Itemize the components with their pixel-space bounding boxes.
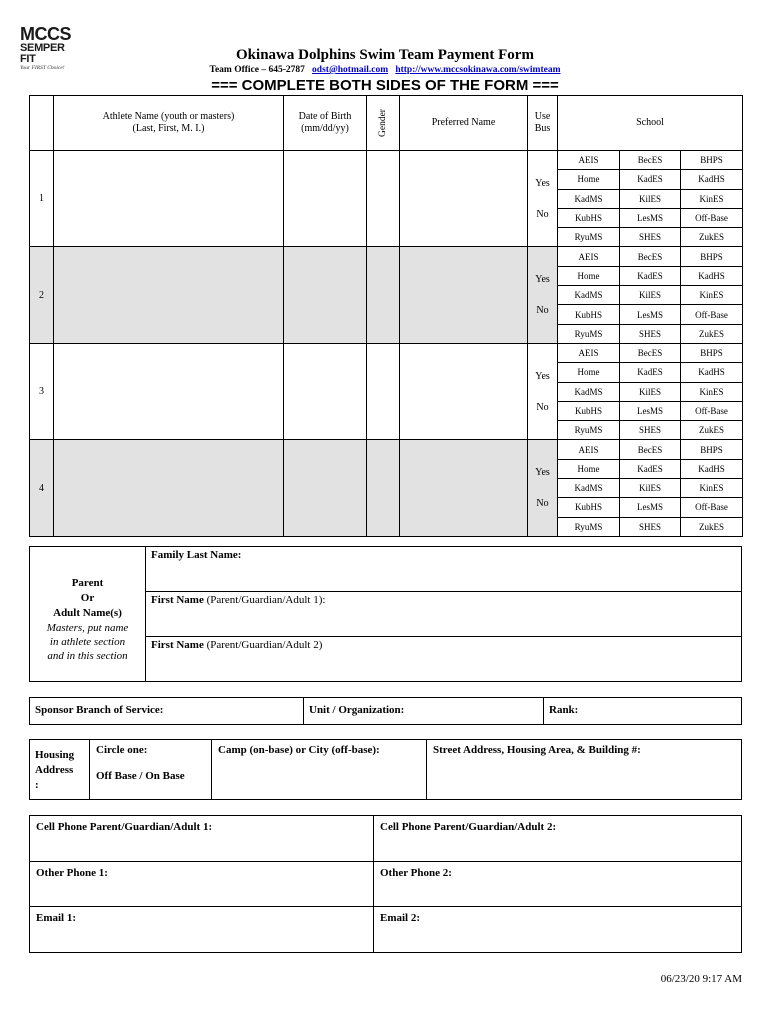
school-option[interactable]: KilES [620, 479, 681, 498]
athlete-row-1-school-line [30, 151, 743, 170]
bus-options [528, 274, 557, 316]
unit-organization-field[interactable]: Unit / Organization: [304, 698, 544, 724]
logo-line1: MCCS [20, 24, 71, 44]
school-option[interactable]: KadMS [558, 286, 620, 305]
school-option[interactable]: LesMS [620, 208, 681, 227]
school-option[interactable]: Off-Base [681, 401, 743, 420]
bus-yes-option[interactable]: Yes [535, 274, 550, 286]
dob-label: Date of Birth [298, 111, 352, 122]
bus-options [528, 467, 557, 509]
school-option[interactable]: LesMS [620, 498, 681, 517]
school-option[interactable]: KubHS [558, 305, 620, 324]
gender-input[interactable] [367, 151, 400, 247]
school-option[interactable]: KilES [620, 189, 681, 208]
school-option[interactable]: KubHS [558, 498, 620, 517]
masters-note-1: Masters, put name [46, 621, 129, 634]
school-option[interactable]: Home [558, 170, 620, 189]
school-option[interactable]: KadHS [681, 170, 743, 189]
street-address-field[interactable]: Street Address, Housing Area, & Building #: [433, 744, 641, 756]
school-option[interactable]: AEIS [558, 343, 620, 362]
logo-line2: SEMPER FIT [20, 42, 65, 65]
school-option[interactable]: BecES [620, 343, 681, 362]
school-option[interactable]: KinES [681, 286, 743, 305]
use-bus-choice[interactable] [528, 151, 558, 247]
school-option[interactable]: BHPS [681, 343, 743, 362]
school-option[interactable]: BHPS [681, 440, 743, 459]
housing-row [29, 739, 742, 800]
athlete-number: 2 [30, 247, 54, 343]
school-option[interactable]: KubHS [558, 208, 620, 227]
first-name-adult2-label: First Name [151, 639, 204, 651]
bus-no-option[interactable]: No [536, 208, 549, 220]
school-option[interactable]: RyuMS [558, 421, 620, 440]
school-option[interactable]: KadES [620, 363, 681, 382]
school-option[interactable]: Off-Base [681, 305, 743, 324]
bus-no-option[interactable]: No [536, 498, 549, 510]
circle-one-label: Circle one: [96, 744, 148, 756]
school-option[interactable]: ZukES [681, 421, 743, 440]
bus-no-option[interactable]: No [536, 305, 549, 317]
school-option[interactable]: KadES [620, 266, 681, 285]
school-option[interactable]: SHES [620, 228, 681, 247]
email2-field[interactable]: Email 2: [374, 907, 742, 953]
off-on-base-options[interactable]: Off Base / On Base [96, 770, 185, 782]
school-option[interactable]: ZukES [681, 517, 743, 536]
athlete-row-4-school-line [30, 440, 743, 459]
use-bus-sub: Bus [534, 123, 551, 134]
gender-label: Gender [378, 109, 388, 137]
school-option[interactable]: KilES [620, 286, 681, 305]
print-timestamp: 06/23/20 9:17 AM [660, 973, 742, 985]
parent-fields [146, 547, 741, 681]
preferred-name-input[interactable] [400, 247, 528, 343]
complete-both-sides-banner: === COMPLETE BOTH SIDES OF THE FORM === [211, 77, 559, 94]
school-option[interactable]: BecES [620, 247, 681, 266]
preferred-name-input[interactable] [400, 151, 528, 247]
school-option[interactable]: KadHS [681, 363, 743, 382]
school-option[interactable]: Off-Base [681, 208, 743, 227]
athlete-table [29, 95, 743, 537]
first-name-adult2-field[interactable] [146, 637, 741, 681]
family-last-name-label: Family Last Name: [151, 549, 242, 561]
dob-sub: (mm/dd/yy) [301, 123, 349, 134]
logo-tagline: Your FIRST Choice! [20, 65, 65, 71]
athlete-name-label: Athlete Name (youth or masters) [102, 111, 235, 122]
sponsor-branch-field[interactable]: Sponsor Branch of Service: [30, 698, 304, 724]
parent-label-cell [30, 547, 146, 681]
first-name-adult1-suffix: (Parent/Guardian/Adult 1): [203, 594, 326, 606]
parent-section [29, 546, 742, 682]
school-option[interactable]: RyuMS [558, 517, 620, 536]
first-name-adult1-field[interactable] [146, 592, 741, 637]
housing-label-2: Address [35, 764, 74, 776]
housing-label-3: : [35, 779, 39, 791]
form-title: Okinawa Dolphins Swim Team Payment Form [236, 47, 534, 63]
athlete-name-header [54, 96, 284, 151]
school-option[interactable]: AEIS [558, 440, 620, 459]
row-number-header [30, 96, 54, 151]
athlete-number: 1 [30, 151, 54, 247]
school-option[interactable]: AEIS [558, 247, 620, 266]
bus-options [528, 371, 557, 413]
contact-table [29, 815, 742, 953]
athlete-name-input[interactable] [54, 343, 284, 439]
base-selection-cell [90, 740, 212, 799]
school-option[interactable]: LesMS [620, 401, 681, 420]
school-option[interactable]: KubHS [558, 401, 620, 420]
school-option[interactable]: KinES [681, 382, 743, 401]
use-bus-header [528, 96, 558, 151]
masters-note-2: in athlete section [49, 635, 126, 648]
rank-field[interactable]: Rank: [549, 704, 579, 716]
other-phone1-field[interactable]: Other Phone 1: [30, 861, 374, 907]
athlete-name-input[interactable] [54, 151, 284, 247]
dob-input[interactable] [284, 247, 367, 343]
cell-phone-adult1-field[interactable]: Cell Phone Parent/Guardian/Adult 1: [30, 816, 374, 862]
bus-yes-option[interactable]: Yes [535, 467, 550, 479]
gender-input[interactable] [367, 247, 400, 343]
school-header: School [558, 96, 743, 151]
gender-input[interactable] [367, 343, 400, 439]
school-option[interactable]: KilES [620, 382, 681, 401]
use-bus-choice[interactable] [528, 247, 558, 343]
other-phone2-field[interactable]: Other Phone 2: [374, 861, 742, 907]
dob-input[interactable] [284, 151, 367, 247]
school-option[interactable]: KadMS [558, 189, 620, 208]
school-option[interactable]: KinES [681, 189, 743, 208]
preferred-name-header: Preferred Name [400, 96, 528, 151]
gender-input[interactable] [367, 440, 400, 536]
bus-yes-option[interactable]: Yes [535, 370, 550, 382]
athlete-name-input[interactable] [54, 440, 284, 536]
school-option[interactable]: ZukES [681, 324, 743, 343]
sponsor-row [29, 697, 742, 725]
office-line [0, 65, 770, 75]
athlete-number: 4 [30, 440, 54, 536]
school-option[interactable]: ZukES [681, 228, 743, 247]
masters-note-3: and in this section [47, 649, 128, 662]
email1-field[interactable]: Email 1: [30, 907, 374, 953]
bus-yes-option[interactable]: Yes [535, 177, 550, 189]
school-option[interactable]: LesMS [620, 305, 681, 324]
family-last-name-field[interactable] [146, 547, 741, 592]
school-option[interactable]: KadMS [558, 479, 620, 498]
school-option[interactable]: Home [558, 363, 620, 382]
use-bus-label: Use [534, 111, 551, 122]
school-option[interactable]: Home [558, 266, 620, 285]
dob-input[interactable] [284, 343, 367, 439]
athlete-name-sub: (Last, First, M. I.) [132, 123, 205, 134]
first-name-adult1-label: First Name [151, 594, 204, 606]
school-option[interactable]: SHES [620, 517, 681, 536]
office-phone: Team Office – 645-2787 [209, 65, 305, 75]
parent-label: Parent [71, 576, 104, 589]
gender-header [367, 96, 400, 151]
adult-names-label: Adult Name(s) [53, 606, 122, 619]
housing-address-label [30, 740, 90, 799]
athlete-table-header [30, 96, 743, 151]
school-option[interactable]: AEIS [558, 151, 620, 170]
school-option[interactable]: KadES [620, 459, 681, 478]
housing-label-1: Housing [35, 749, 75, 761]
school-option[interactable]: KinES [681, 479, 743, 498]
athlete-row-2-school-line [30, 247, 743, 266]
preferred-name-input[interactable] [400, 343, 528, 439]
athlete-rows [30, 151, 743, 537]
school-option[interactable]: BecES [620, 440, 681, 459]
camp-city-field[interactable]: Camp (on-base) or City (off-base): [212, 740, 427, 799]
bus-options [528, 178, 557, 220]
athlete-row-3-school-line [30, 343, 743, 362]
first-name-adult2-suffix: (Parent/Guardian/Adult 2) [203, 639, 323, 651]
school-option[interactable]: KadES [620, 170, 681, 189]
school-option[interactable]: KadHS [681, 459, 743, 478]
use-bus-choice[interactable] [528, 440, 558, 536]
school-option[interactable]: SHES [620, 324, 681, 343]
athlete-number: 3 [30, 343, 54, 439]
parent-or-label: Or [80, 591, 95, 604]
email-link[interactable]: odst@hotmail.com [312, 65, 389, 75]
school-option[interactable]: BHPS [681, 151, 743, 170]
school-option[interactable]: KadHS [681, 266, 743, 285]
dob-header [284, 96, 367, 151]
school-option[interactable]: Off-Base [681, 498, 743, 517]
school-option[interactable]: RyuMS [558, 324, 620, 343]
school-option[interactable]: BHPS [681, 247, 743, 266]
bus-no-option[interactable]: No [536, 401, 549, 413]
cell-phone-adult2-field[interactable]: Cell Phone Parent/Guardian/Adult 2: [374, 816, 742, 862]
athlete-name-input[interactable] [54, 247, 284, 343]
school-option[interactable]: SHES [620, 421, 681, 440]
school-option[interactable]: RyuMS [558, 228, 620, 247]
school-option[interactable]: KadMS [558, 382, 620, 401]
preferred-name-input[interactable] [400, 440, 528, 536]
website-link[interactable]: http://www.mccsokinawa.com/swimteam [395, 65, 561, 75]
school-option[interactable]: Home [558, 459, 620, 478]
school-option[interactable]: BecES [620, 151, 681, 170]
dob-input[interactable] [284, 440, 367, 536]
use-bus-choice[interactable] [528, 343, 558, 439]
